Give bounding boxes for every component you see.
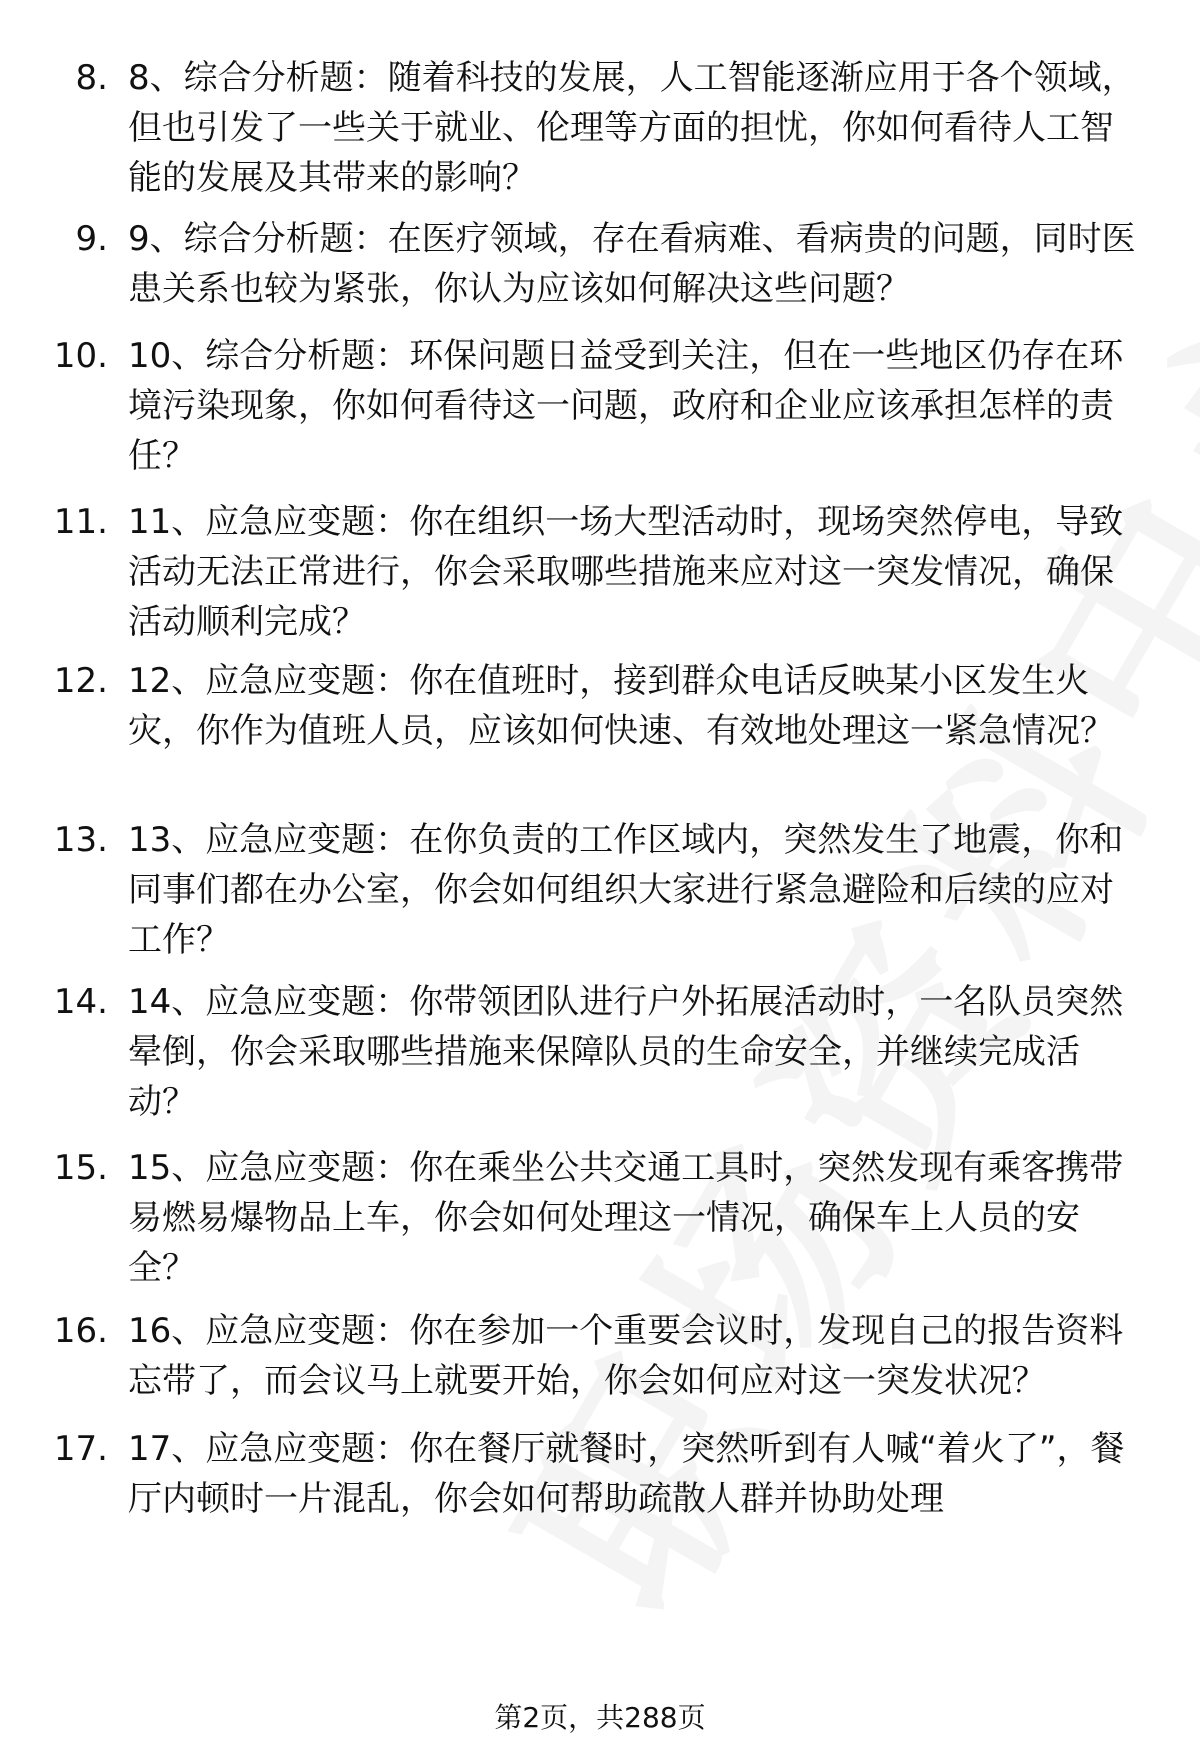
question-number: 15. [53,1148,108,1188]
question-text: 14、应急应变题：你带领团队进行户外拓展活动时，一名队员突然晕倒，你会采取哪些措施来保障队员的生命安全，并继续完成活动？ [128,982,1124,1122]
question-number: 12. [53,661,108,701]
question-text: 17、应急应变题：你在餐厅就餐时，突然听到有人喊“着火了”，餐厅内顿时一片混乱，你会如何帮助疏散人群并协助处理 [128,1429,1125,1519]
question-text: 15、应急应变题：你在乘坐公共交通工具时，突然发现有乘客携带易燃易爆物品上车，你会如何处理这一情况，确保车上人员的安全？ [128,1148,1124,1288]
question-number: 8. [75,58,108,98]
question-text: 8、综合分析题：随着科技的发展，人工智能逐渐应用于各个领域，但也引发了一些关于就业、伦理等方面的担忧，你如何看待人工智能的发展及其带来的影响？ [128,58,1136,198]
question-number: 14. [53,982,108,1022]
question-number: 13. [53,820,108,860]
question-number: 11. [53,502,108,542]
question-number: 17. [53,1429,108,1469]
question-text: 10、综合分析题：环保问题日益受到关注，但在一些地区仍存在环境污染现象，你如何看待这一问题，政府和企业应该承担怎样的责任？ [128,336,1124,476]
question-text: 9、综合分析题：在医疗领域，存在看病难、看病贵的问题，同时医患关系也较为紧张，你认为应该如何解决这些问题？ [128,219,1136,309]
page-footer: 第2页，共288页 [494,1701,706,1734]
question-number: 9. [75,219,108,259]
question-text: 13、应急应变题：在你负责的工作区域内，突然发生了地震，你和同事们都在办公室，你会如何组织大家进行紧急避险和后续的应对工作？ [128,820,1124,960]
question-text: 11、应急应变题：你在组织一场大型活动时，现场突然停电，导致活动无法正常进行，你会采取哪些措施来应对这一突发情况，确保活动顺利完成？ [128,502,1124,642]
question-text: 12、应急应变题：你在值班时，接到群众电话反映某小区发生火灾，你作为值班人员，应该如何快速、有效地处理这一紧急情况？ [128,661,1114,751]
question-number: 16. [53,1311,108,1351]
question-number: 10. [53,336,108,376]
question-text: 16、应急应变题：你在参加一个重要会议时，发现自己的报告资料忘带了，而会议马上就要开始，你会如何应对这一突发状况？ [128,1311,1124,1401]
